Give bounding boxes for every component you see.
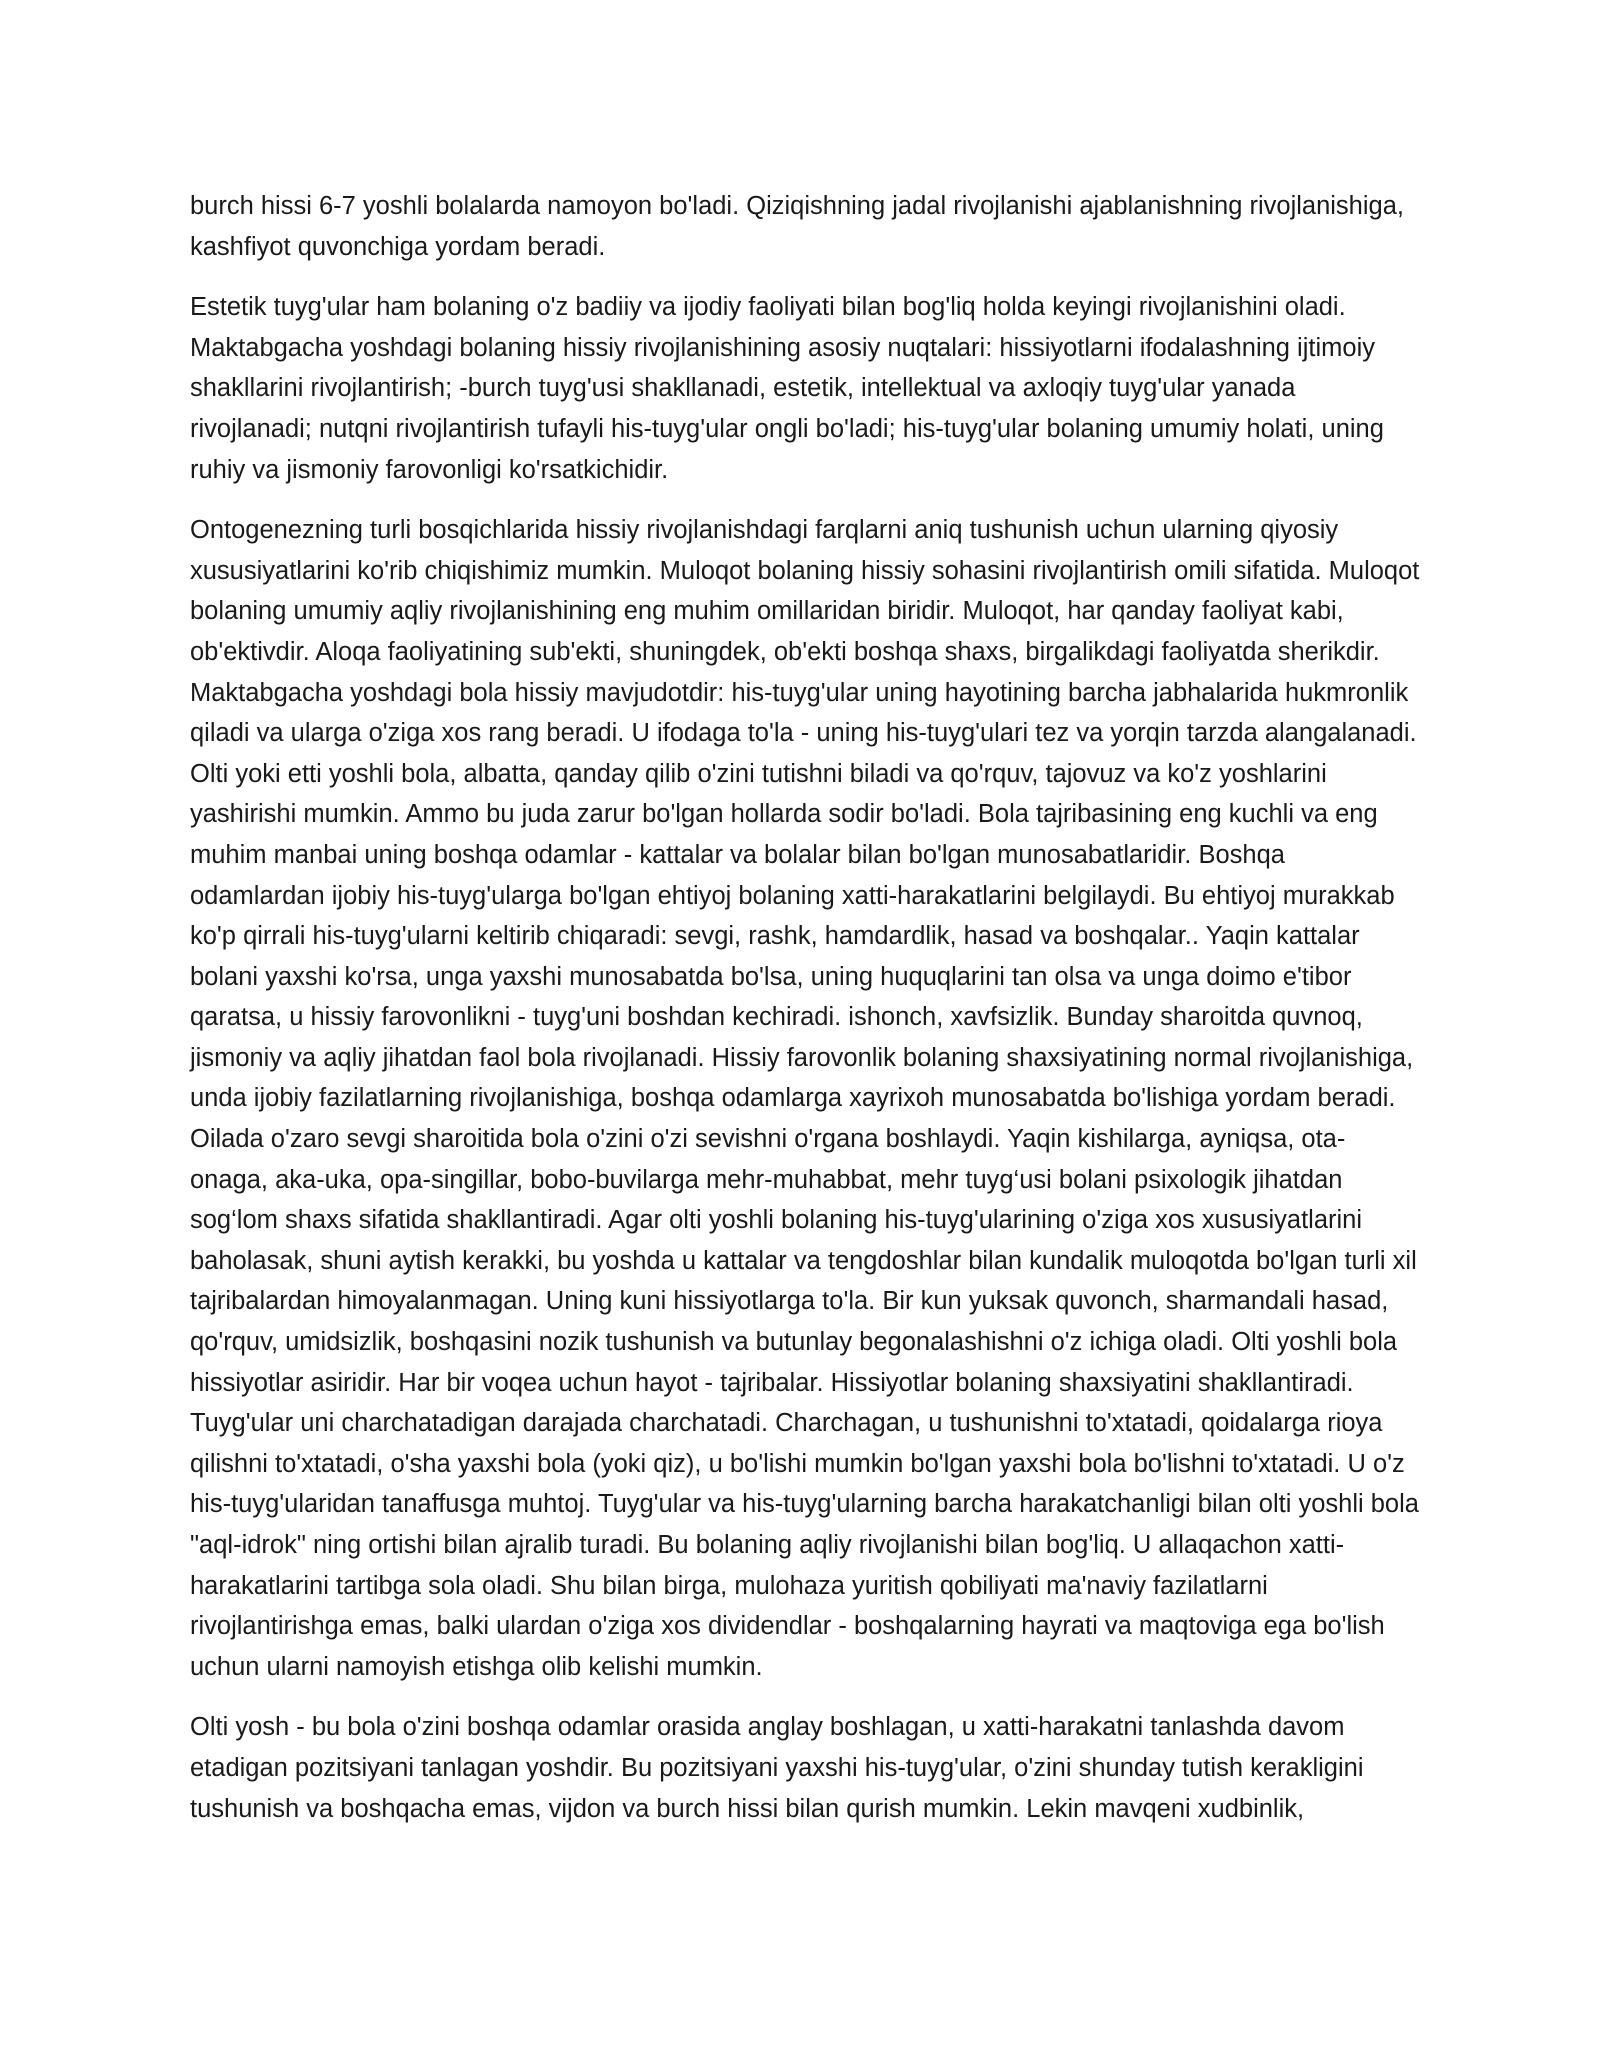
paragraph-3: Ontogenezning turli bosqichlarida hissiy rivojlanishdagi farqlarni aniq tushunish uchun ularning qiyosiy xususiyatlarini ko'rib chiqishimiz mumkin. Muloqot bolaning hissiy sohasini rivojlantirish omili sifatida. Muloqot bolaning umumiy aqliy rivojlanishining eng muhim omillaridan biridir. Muloqot, har qanday faoliyat kabi, ob'ektivdir. Aloqa faoliyatining sub'ekti, shuningdek, ob'ekti boshqa shaxs, birgalikdagi faoliyatda sherikdir. Maktabgacha yoshdagi bola hissiy mavjudotdir: his-tuyg'ular uning hayotining barcha jabhalarida hukmronlik qiladi va ularga o'ziga xos rang beradi. U ifodaga to'la - uning his-tuyg'ulari tez va yorqin tarzda alangalanadi. Olti yoki etti yoshli bola, albatta, qanday qilib o'zini tutishni biladi va qo'rquv, tajovuz va ko'z yoshlarini yashirishi mumkin. Ammo bu juda zarur bo'lgan hollarda sodir bo'ladi. Bola tajribasining eng kuchli va eng muhim manbai uning boshqa odamlar - kattalar va bolalar bilan bo'lgan munosabatlaridir. Boshqa odamlardan ijobiy his-tuyg'ularga bo'lgan ehtiyoj bolaning xatti-harakatlarini belgilaydi. Bu ehtiyoj murakkab ko'p qirrali his-tuyg'ularni keltirib chiqaradi: sevgi, rashk, hamdardlik, hasad va boshqalar.. Yaqin kattalar bolani yaxshi ko'rsa, unga yaxshi munosabatda bo'lsa, uning huquqlarini tan olsa va unga doimo e'tibor qaratsa, u hissiy farovonlikni - tuyg'uni boshdan kechiradi. ishonch, xavfsizlik. Bunday sharoitda quvnoq, jismoniy va aqliy jihatdan faol bola rivojlanadi. Hissiy farovonlik bolaning shaxsiyatining normal rivojlanishiga, unda ijobiy fazilatlarning rivojlanishiga, boshqa odamlarga xayrixoh munosabatda bo'lishiga yordam beradi. Oilada o'zaro sevgi sharoitida bola o'zini o'zi sevishni o'rgana boshlaydi. Yaqin kishilarga, ayniqsa, ota-onaga, aka-uka, opa-singillar, bobo-buvilarga mehr-muhabbat, mehr tuyg‘usi bolani psixologik jihatdan sog‘lom shaxs sifatida shakllantiradi. Agar olti yoshli bolaning his-tuyg'ularining o'ziga xos xususiyatlarini baholasak, shuni aytish kerakki, bu yoshda u kattalar va tengdoshlar bilan kundalik muloqotda bo'lgan turli xil tajribalardan himoyalanmagan. Uning kuni hissiyotlarga to'la. Bir kun yuksak quvonch, sharmandali hasad, qo'rquv, umidsizlik, boshqasini nozik tushunish va butunlay begonalashishni o'z ichiga oladi. Olti yoshli bola hissiyotlar asiridir. Har bir voqea uchun hayot - tajribalar. Hissiyotlar bolaning shaxsiyatini shakllantiradi. Tuyg'ular uni charchatadigan darajada charchatadi. Charchagan, u tushunishni to'xtatadi, qoidalarga rioya qilishni to'xtatadi, o'sha yaxshi bola (yoki qiz), u bo'lishi mumkin bo'lgan yaxshi bola bo'lishni to'xtatadi. U o'z his-tuyg'ularidan tanaffusga muhtoj. Tuyg'ular va his-tuyg'ularning barcha harakatchanligi bilan olti yoshli bola "aql-idrok" ning ortishi bilan ajralib turadi. Bu bolaning aqliy rivojlanishi bilan bog'liq. U allaqachon xatti-harakatlarini tartibga sola oladi. Shu bilan birga, mulohaza yuritish qobiliyati ma'naviy fazilatlarni rivojlantirishga emas, balki ulardan o'ziga xos dividendlar - boshqalarning hayrati va maqtoviga ega bo'lish uchun ularni namoyish etishga olib kelishi mumkin. <box>190 516 1420 1681</box>
paragraph-4: Olti yosh - bu bola o'zini boshqa odamlar orasida anglay boshlagan, u xatti-harakatni tanlashda davom etadigan pozitsiyani tanlagan yoshdir. Bu pozitsiyani yaxshi his-tuyg'ular, o'zini shunday tutish kerakligini tushunish va boshqacha emas, vijdon va burch hissi bilan qurish mumkin. Lekin mavqeni xudbinlik, <box>190 1713 1364 1823</box>
paragraph-2: Estetik tuyg'ular ham bolaning o'z badiiy va ijodiy faoliyati bilan bog'liq holda keyingi rivojlanishini oladi. Maktabgacha yoshdagi bolaning hissiy rivojlanishining asosiy nuqtalari: hissiyotlarni ifodalashning ijtimoiy shakllarini rivojlantirish; -burch tuyg'usi shakllanadi, estetik, intellektual va axloqiy tuyg'ular yanada rivojlanadi; nutqni rivojlantirish tufayli his-tuyg'ular ongli bo'ladi; his-tuyg'ular bolaning umumiy holati, uning ruhiy va jismoniy farovonligi ko'rsatkichidir. <box>190 293 1384 484</box>
document-body <box>190 186 1420 1849</box>
paragraph-1: burch hissi 6-7 yoshli bolalarda namoyon bo'ladi. Qiziqishning jadal rivojlanishi ajablanishning rivojlanishiga, kashfiyot quvonchiga yordam beradi. <box>190 192 1404 261</box>
